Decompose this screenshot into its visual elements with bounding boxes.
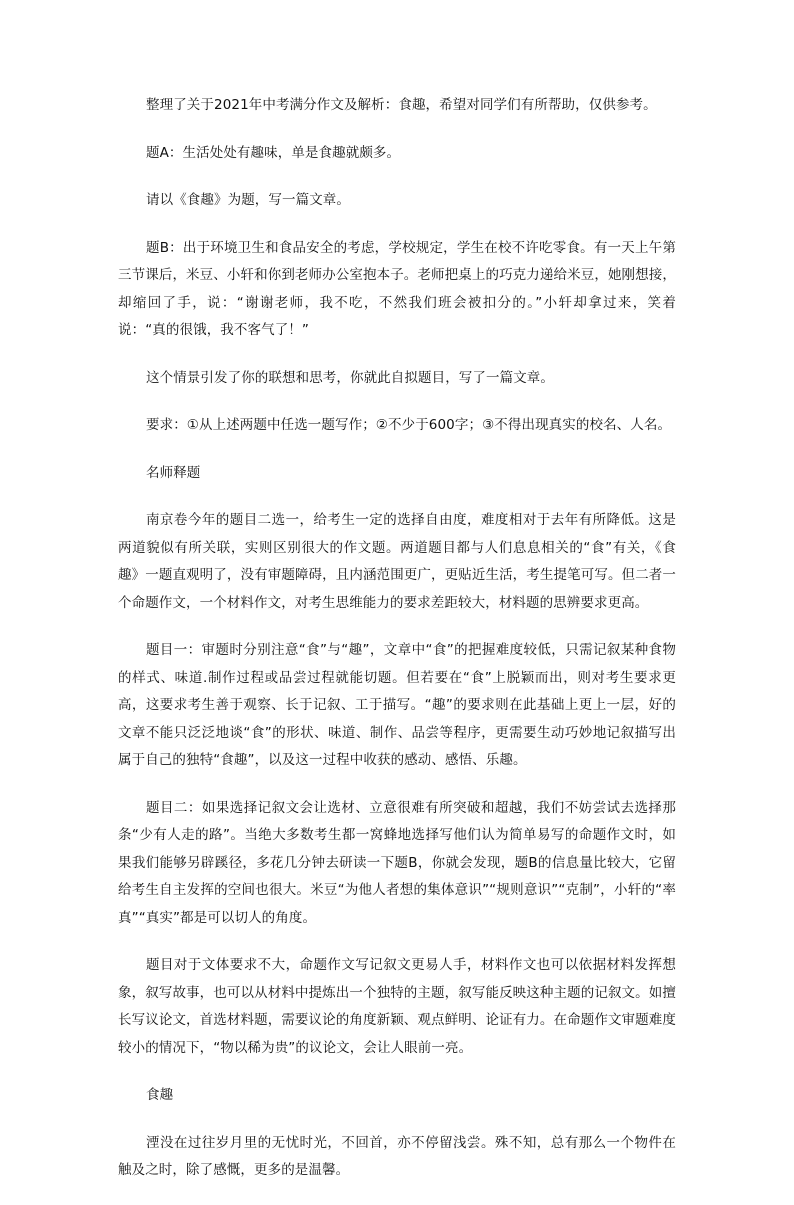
document-body — [118, 92, 676, 1205]
analysis-paragraph-1: 南京卷今年的题目二选一，给考生一定的选择自由度，难度相对于去年有所降低。这是两道貌似有所关联，实则区别很大的作文题。两道题目都与人们息息相关的“食”有关，《食趣》一题直观明了，没有审题障碍，且内涵范围更广，更贴近生活，考生提笔可写。但二者一个命题作文，一个材料作文，对考生思维能力的要求差距较大，材料题的思辨要求更高。 — [118, 512, 676, 611]
analysis-paragraph-4: 题目对于文体要求不大，命题作文写记叙文更易人手，材料作文也可以依据材料发挥想象，叙写故事，也可以从材料中提炼出一个独特的主题，叙写能反映这种主题的记叙文。如擅长写议论文，首选材料题，需要议论的角度新颖、观点鲜明、论证有力。在命题作文审题难度较小的情况下，“物以稀为贵”的议论文，会让人眼前一亮。 — [118, 957, 676, 1056]
prompt-a-paragraph: 题A：生活处处有趣味，单是食趣就颇多。 — [146, 144, 401, 161]
analysis-paragraph-2: 题目一：审题时分别注意“食”与“趣”，文章中“食”的把握难度较低，只需记叙某种食物的样式、味道.制作过程或品尝过程就能切题。但若要在“食”上脱颖而出，则对考生要求更高，这要求考生善于观察、长于记叙、工于描写。“趣”的要求则在此基础上更上一层，好的文章不能只泛泛地谈“食”的形状、味道、制作、品尝等程序，更需要生动巧妙地记叙描写出属于自己的独特“食趣”，以及这一过程中收获的感动、感悟、乐趣。 — [118, 642, 676, 768]
essay-paragraph-1: 湮没在过往岁月里的无忧时光，不回首，亦不停留浅尝。殊不知，总有那么一个物件在触及之时，除了感慨，更多的是温馨。 — [118, 1134, 676, 1178]
prompt-a-instruction: 请以《食趣》为题，写一篇文章。 — [146, 192, 350, 208]
section-heading-analysis: 名师释题 — [146, 464, 201, 481]
prompt-b-paragraph: 题B：出于环境卫生和食品安全的考虑，学校规定，学生在校不许吃零食。有一天上午第三节课后，米豆、小轩和你到老师办公室抱本子。老师把桌上的巧克力递给米豆，她刚想接，却缩回了手，说：“谢谢老师，我不吃，不然我们班会被扣分的。”小轩却拿过来，笑着说：“真的很饿，我不客气了！” — [118, 239, 676, 338]
requirements-paragraph: 要求：①从上述两题中任选一题写作；②不少于600字；③不得出现真实的校名、人名。 — [146, 417, 672, 433]
essay-title: 食趣 — [146, 1087, 174, 1103]
intro-paragraph: 整理了关于2021年中考满分作文及解析：食趣，希望对同学们有所帮助，仅供参考。 — [146, 97, 657, 113]
analysis-paragraph-3: 题目二：如果选择记叙文会让选材、立意很难有所突破和超越，我们不妨尝试去选择那条“少有人走的路”。当绝大多数考生都一窝蜂地选择写他们认为简单易写的命题作文时，如果我们能够另辟蹊径，多花几分钟去研读一下题B，你就会发现，题B的信息量比较大，它留给考生自主发挥的空间也很大。米豆“为他人者想的集体意识”“规则意识”“克制”，小轩的“率真”“真实”都是可以切人的角度。 — [118, 799, 676, 926]
prompt-b-instruction: 这个情景引发了你的联想和思考，你就此自拟题目，写了一篇文章。 — [146, 369, 554, 386]
